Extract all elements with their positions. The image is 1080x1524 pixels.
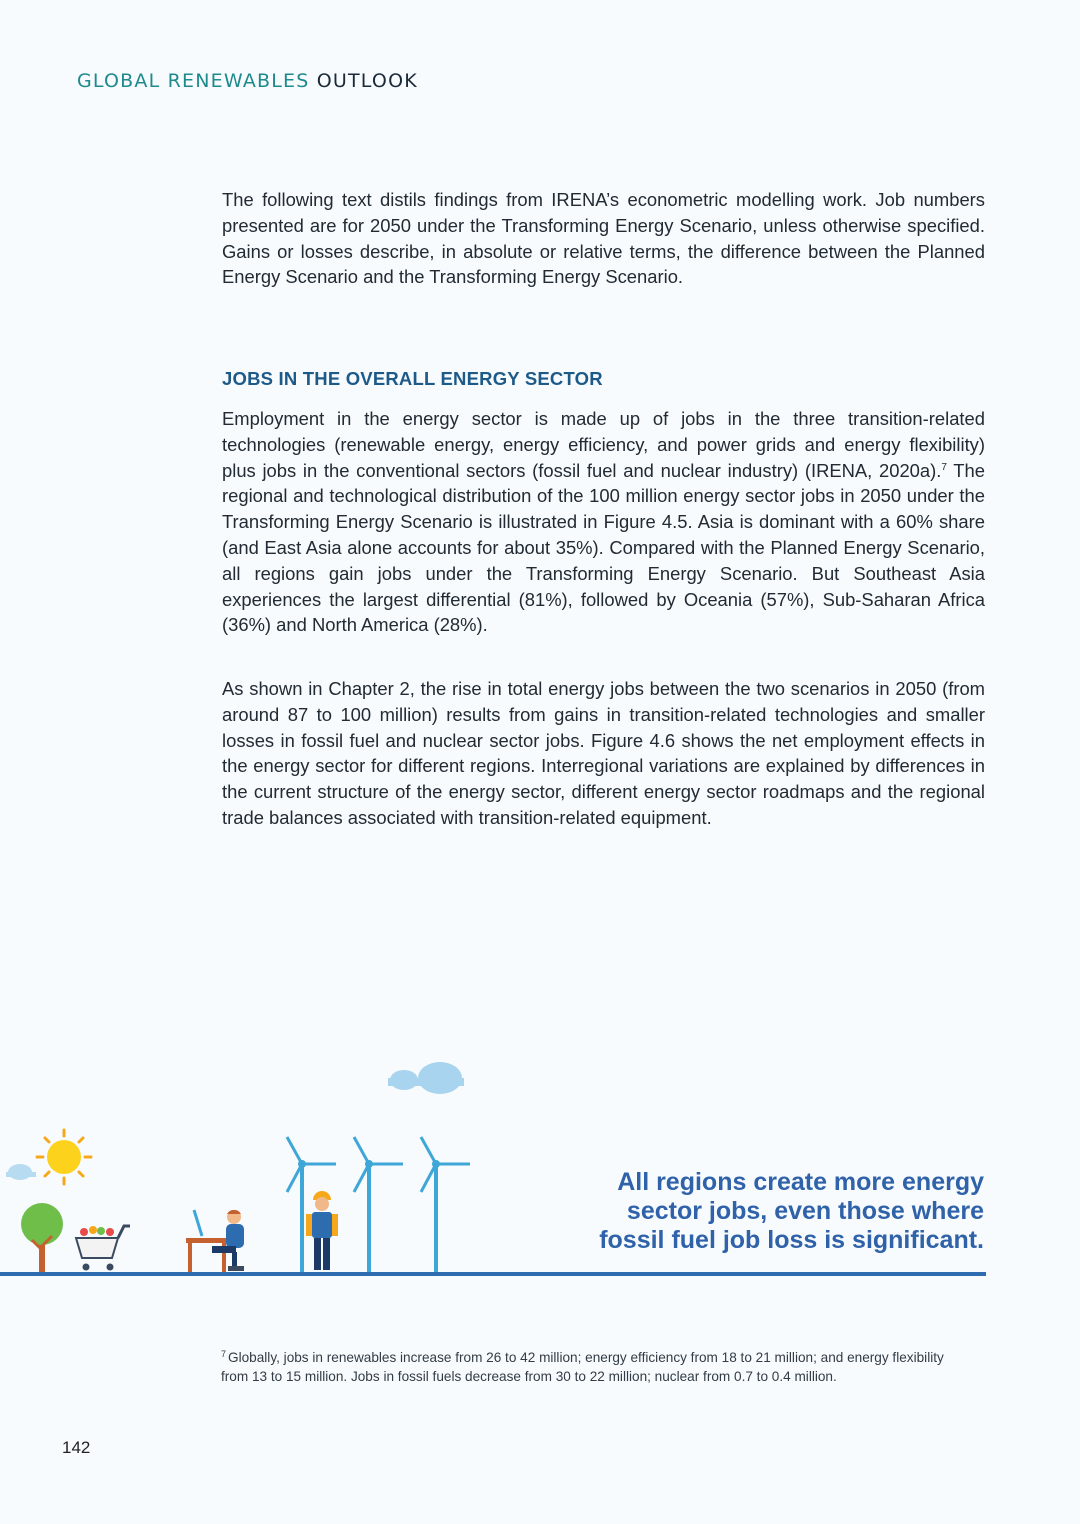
body-paragraph-1-text	[222, 406, 985, 638]
shopping-cart-icon	[76, 1226, 130, 1271]
footnote-text: Globally, jobs in renewables increase from 26 to 42 million; energy efficiency from 18 to 21 million; and energy flexibility from 13 to 15 million. Jobs in fossil fuels decrease from 30 to 22 million; nuclear from 0.7 to 0.4 million.	[221, 1350, 944, 1384]
office-worker-icon	[186, 1210, 244, 1272]
footnote-reference: 7	[941, 461, 947, 473]
body-paragraph-1	[222, 406, 985, 638]
running-header-part-b: OUTLOOK	[309, 70, 418, 92]
intro-text: The following text distils findings from IRENA’s econometric modelling work. Job numbers presented are for 2050 under the Transforming Energy Scenario, unless otherwise specified. Gains or losses describe, in absolute or relative terms, the difference between the Planned Energy Scenario and the Transforming Energy Scenario.	[222, 189, 985, 288]
intro-paragraph	[222, 187, 985, 290]
technician-icon	[306, 1191, 338, 1270]
callout-quote	[544, 1168, 984, 1255]
section-heading: JOBS IN THE OVERALL ENERGY SECTOR	[222, 368, 603, 389]
energy-jobs-illustration	[0, 1050, 560, 1280]
small-cloud-icon	[6, 1164, 36, 1180]
body-paragraph-2	[222, 676, 985, 831]
body-paragraph-2-text: As shown in Chapter 2, the rise in total energy jobs between the two scenarios in 2050 (from around 87 to 100 million) results from gains in transition-related technologies and smaller losses in fossil fuel and nuclear sector jobs. Figure 4.6 shows the net employment effects in the energy sector for different regions. Interregional variations are explained by differences in the current structure of the energy sector, different energy sector roadmaps and the regional trade balances associated with transition-related equipment.	[222, 678, 985, 828]
callout-line-1: All regions create more energy	[617, 1168, 984, 1196]
ground-divider	[0, 1272, 986, 1276]
sun-icon	[37, 1130, 91, 1184]
running-header-part-a: GLOBAL RENEWABLES	[77, 70, 310, 92]
running-header	[77, 70, 418, 92]
body-paragraph-1-part-b: The regional and technological distribution of the 100 million energy sector jobs in 2050 under the Transforming Energy Scenario is illustrated in Figure 4.5. Asia is dominant with a 60% share (and East Asia alone accounts for about 35%). Compared with the Planned Energy Scenario, all regions gain jobs under the Transforming Energy Scenario. But Southeast Asia experiences the largest differential (81%), followed by Oceania (57%), Sub-Saharan Africa (36%) and North America (28%).	[222, 459, 986, 636]
callout-line-2: sector jobs, even those where	[626, 1197, 984, 1225]
footnote-marker: 7	[221, 1349, 227, 1359]
footnote	[221, 1345, 951, 1386]
callout-line-3: fossil fuel job loss is significant.	[599, 1226, 984, 1254]
cloud-icon	[388, 1062, 464, 1094]
tree-icon	[21, 1203, 63, 1272]
page-number: 142	[62, 1438, 91, 1457]
body-paragraph-1-part-a: Employment in the energy sector is made up of jobs in the three transition-related technologies (renewable energy, energy efficiency, and power grids and energy flexibility) plus jobs in the conventional sectors (fossil fuel and nuclear industry) (IRENA, 2020a).	[222, 408, 985, 481]
wind-turbine-icon	[421, 1137, 470, 1272]
wind-turbine-icon	[354, 1137, 403, 1272]
